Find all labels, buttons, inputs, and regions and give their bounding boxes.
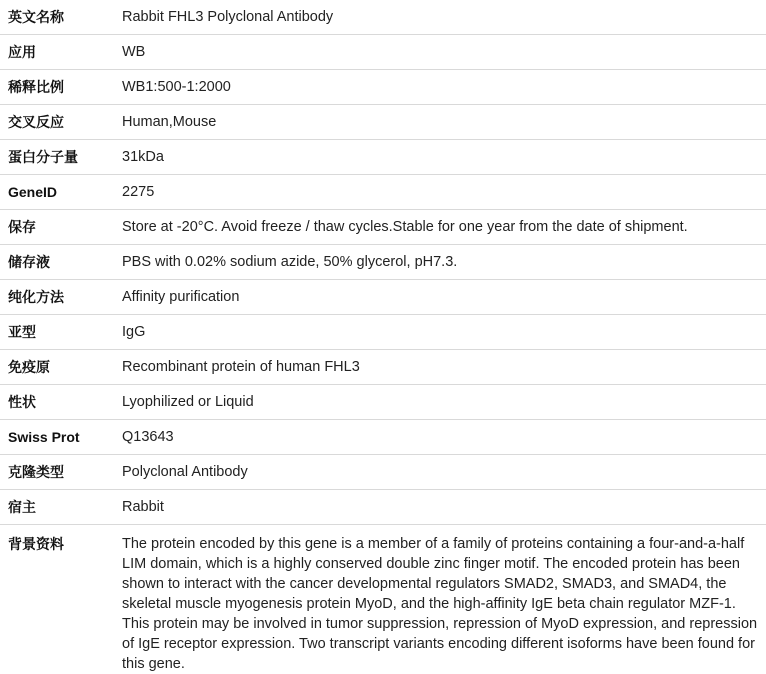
background-description: The protein encoded by this gene is a member of a family of proteins containing a four-and-a-half LIM domain, which is a highly conserved double zinc finger motif. The encoded protein has been shown to interact with the cancer developmental regulators SMAD2, SMAD3, and SMAD4, the skeletal muscle myogenesis protein MyoD, and the high-affinity IgE beta chain regulator MZF-1. This protein may be involved in tumor suppression, repression of MyoD expression, and repression of IgE receptor expression. Two transcript variants encoding different isoforms have been found for this gene.: [122, 525, 766, 674]
spec-value: WB: [122, 35, 766, 70]
spec-label: Swiss Prot: [0, 420, 122, 455]
spec-value: 31kDa: [122, 140, 766, 175]
spec-label: 背景资料: [0, 525, 122, 674]
spec-value: PBS with 0.02% sodium azide, 50% glycerol, pH7.3.: [122, 245, 766, 280]
spec-value: Lyophilized or Liquid: [122, 385, 766, 420]
spec-label: 保存: [0, 210, 122, 245]
spec-row-clonality: [0, 455, 766, 490]
spec-row-storage-buffer: [0, 245, 766, 280]
spec-value: 2275: [122, 175, 766, 210]
spec-row-gene-id: [0, 175, 766, 210]
spec-value: IgG: [122, 315, 766, 350]
spec-label: 宿主: [0, 490, 122, 525]
spec-label: 免疫原: [0, 350, 122, 385]
spec-label: 应用: [0, 35, 122, 70]
spec-label: 蛋白分子量: [0, 140, 122, 175]
spec-label: 储存液: [0, 245, 122, 280]
spec-row-purification: [0, 280, 766, 315]
spec-value: Rabbit FHL3 Polyclonal Antibody: [122, 0, 766, 35]
spec-value: Recombinant protein of human FHL3: [122, 350, 766, 385]
spec-label: 性状: [0, 385, 122, 420]
spec-value: Human,Mouse: [122, 105, 766, 140]
spec-row-molecular-weight: [0, 140, 766, 175]
spec-row-reactivity: [0, 105, 766, 140]
spec-value: Store at -20°C. Avoid freeze / thaw cycles.Stable for one year from the date of shipment.: [122, 210, 766, 245]
spec-row-swiss-prot: [0, 420, 766, 455]
spec-row-application: [0, 35, 766, 70]
spec-value: Polyclonal Antibody: [122, 455, 766, 490]
spec-label: GeneID: [0, 175, 122, 210]
spec-row-dilution: [0, 70, 766, 105]
spec-label: 稀释比例: [0, 70, 122, 105]
spec-row-storage: [0, 210, 766, 245]
spec-row-host: [0, 490, 766, 525]
spec-value: Q13643: [122, 420, 766, 455]
spec-label: 英文名称: [0, 0, 122, 35]
spec-label: 亚型: [0, 315, 122, 350]
spec-value: Affinity purification: [122, 280, 766, 315]
spec-label: 纯化方法: [0, 280, 122, 315]
spec-row-background: [0, 525, 766, 674]
spec-value: Rabbit: [122, 490, 766, 525]
spec-value: WB1:500-1:2000: [122, 70, 766, 105]
spec-label: 克隆类型: [0, 455, 122, 490]
spec-row-english-name: [0, 0, 766, 35]
spec-row-immunogen: [0, 350, 766, 385]
spec-row-form: [0, 385, 766, 420]
spec-row-isotype: [0, 315, 766, 350]
spec-label: 交叉反应: [0, 105, 122, 140]
